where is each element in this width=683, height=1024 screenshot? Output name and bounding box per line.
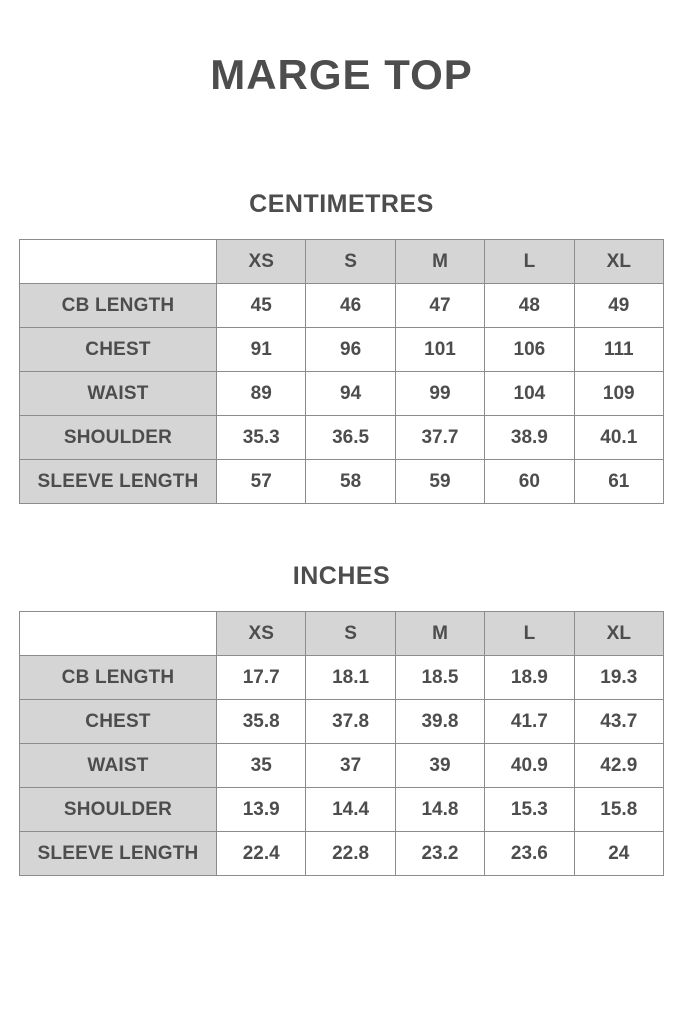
cell-value: 99 <box>395 372 484 416</box>
header-cell-m: M <box>395 612 484 656</box>
table-header-inches <box>20 612 664 656</box>
table-body-inches <box>20 656 664 876</box>
cell-value: 17.7 <box>217 656 306 700</box>
cell-value: 35 <box>217 744 306 788</box>
table-row <box>20 460 664 504</box>
size-table-inches <box>19 611 664 876</box>
cell-value: 23.6 <box>485 832 574 876</box>
size-table-centimetres <box>19 239 664 504</box>
header-cell-m: M <box>395 240 484 284</box>
row-label: SHOULDER <box>20 788 217 832</box>
cell-value: 45 <box>217 284 306 328</box>
cell-value: 106 <box>485 328 574 372</box>
cell-value: 89 <box>217 372 306 416</box>
section-centimetres <box>19 190 664 504</box>
table-row <box>20 700 664 744</box>
row-label: CB LENGTH <box>20 284 217 328</box>
row-label: CHEST <box>20 328 217 372</box>
table-row <box>20 372 664 416</box>
cell-value: 19.3 <box>574 656 663 700</box>
row-label: WAIST <box>20 372 217 416</box>
table-row <box>20 788 664 832</box>
cell-value: 18.9 <box>485 656 574 700</box>
header-cell-xs: XS <box>217 240 306 284</box>
cell-value: 36.5 <box>306 416 395 460</box>
cell-value: 101 <box>395 328 484 372</box>
row-label: WAIST <box>20 744 217 788</box>
table-row <box>20 656 664 700</box>
cell-value: 58 <box>306 460 395 504</box>
cell-value: 46 <box>306 284 395 328</box>
cell-value: 39 <box>395 744 484 788</box>
section-inches <box>19 562 664 876</box>
cell-value: 22.4 <box>217 832 306 876</box>
cell-value: 13.9 <box>217 788 306 832</box>
cell-value: 40.1 <box>574 416 663 460</box>
cell-value: 37 <box>306 744 395 788</box>
cell-value: 40.9 <box>485 744 574 788</box>
table-row <box>20 832 664 876</box>
cell-value: 109 <box>574 372 663 416</box>
row-label: CHEST <box>20 700 217 744</box>
cell-value: 23.2 <box>395 832 484 876</box>
cell-value: 14.4 <box>306 788 395 832</box>
cell-value: 37.7 <box>395 416 484 460</box>
cell-value: 35.8 <box>217 700 306 744</box>
header-cell-xl: XL <box>574 612 663 656</box>
table-row <box>20 744 664 788</box>
cell-value: 15.3 <box>485 788 574 832</box>
cell-value: 22.8 <box>306 832 395 876</box>
table-header-row <box>20 240 664 284</box>
row-label: SLEEVE LENGTH <box>20 460 217 504</box>
header-cell-s: S <box>306 612 395 656</box>
cell-value: 24 <box>574 832 663 876</box>
cell-value: 61 <box>574 460 663 504</box>
row-label: SHOULDER <box>20 416 217 460</box>
cell-value: 48 <box>485 284 574 328</box>
cell-value: 59 <box>395 460 484 504</box>
table-header-row <box>20 612 664 656</box>
cell-value: 94 <box>306 372 395 416</box>
cell-value: 38.9 <box>485 416 574 460</box>
table-body-centimetres <box>20 284 664 504</box>
cell-value: 14.8 <box>395 788 484 832</box>
table-row <box>20 328 664 372</box>
table-row <box>20 284 664 328</box>
cell-value: 15.8 <box>574 788 663 832</box>
cell-value: 60 <box>485 460 574 504</box>
cell-value: 43.7 <box>574 700 663 744</box>
cell-value: 42.9 <box>574 744 663 788</box>
section-heading-inches: INCHES <box>292 562 391 591</box>
cell-value: 18.1 <box>306 656 395 700</box>
header-cell-blank <box>20 612 217 656</box>
cell-value: 111 <box>574 328 663 372</box>
row-label: SLEEVE LENGTH <box>20 832 217 876</box>
header-cell-s: S <box>306 240 395 284</box>
cell-value: 37.8 <box>306 700 395 744</box>
header-cell-l: L <box>485 240 574 284</box>
row-label: CB LENGTH <box>20 656 217 700</box>
cell-value: 91 <box>217 328 306 372</box>
cell-value: 96 <box>306 328 395 372</box>
header-cell-blank <box>20 240 217 284</box>
cell-value: 41.7 <box>485 700 574 744</box>
cell-value: 18.5 <box>395 656 484 700</box>
header-cell-xl: XL <box>574 240 663 284</box>
cell-value: 49 <box>574 284 663 328</box>
cell-value: 57 <box>217 460 306 504</box>
cell-value: 47 <box>395 284 484 328</box>
page-title: MARGE TOP <box>210 51 473 98</box>
table-row <box>20 416 664 460</box>
header-cell-l: L <box>485 612 574 656</box>
cell-value: 39.8 <box>395 700 484 744</box>
section-heading-centimetres: CENTIMETRES <box>249 190 434 219</box>
cell-value: 35.3 <box>217 416 306 460</box>
cell-value: 104 <box>485 372 574 416</box>
table-header-centimetres <box>20 240 664 284</box>
header-cell-xs: XS <box>217 612 306 656</box>
